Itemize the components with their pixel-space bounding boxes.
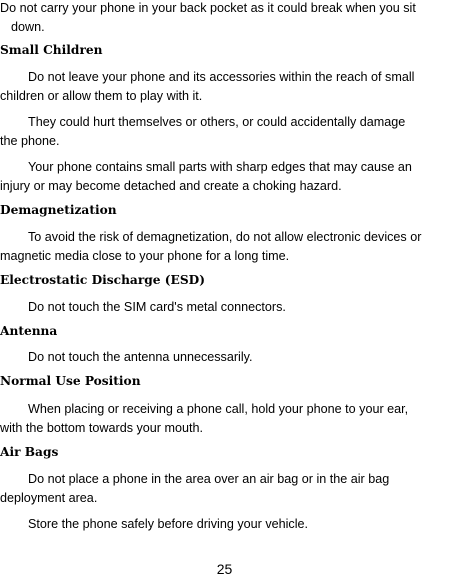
paragraph-line: To avoid the risk of demagnetization, do not allow electronic devices or [28,230,422,244]
paragraph-line: When placing or receiving a phone call, hold your phone to your ear, [28,402,409,416]
paragraph-line: Do not place a phone in the area over an air bag or in the air bag [28,472,390,486]
paragraph-line: Do not touch the antenna unnecessarily. [28,350,253,364]
paragraph-line: children or allow them to play with it. [0,89,203,103]
paragraph-line: They could hurt themselves or others, or could accidentally damage [28,115,406,129]
section-heading-normal-use-position: Normal Use Position [0,374,141,388]
section-heading-esd: Electrostatic Discharge (ESD) [0,273,205,287]
paragraph-line: magnetic media close to your phone for a long time. [0,249,290,263]
paragraph-line: with the bottom towards your mouth. [0,421,203,435]
paragraph-line: deployment area. [0,491,98,505]
section-heading-antenna: Antenna [0,324,58,338]
paragraph-line: Do not carry your phone in your back pocket as it could break when you sit [0,1,416,15]
section-heading-air-bags: Air Bags [0,445,59,459]
paragraph-line: Do not leave your phone and its accessories within the reach of small [28,70,415,84]
paragraph-line: the phone. [0,134,60,148]
paragraph-line: Do not touch the SIM card's metal connectors. [28,300,286,314]
paragraph-line: Store the phone safely before driving your vehicle. [28,517,309,531]
page-number: 25 [216,561,233,577]
paragraph-line: down. [11,20,45,34]
paragraph-line: injury or may become detached and create a choking hazard. [0,179,342,193]
section-heading-demagnetization: Demagnetization [0,203,117,217]
paragraph-line: Your phone contains small parts with sharp edges that may cause an [28,160,412,174]
section-heading-small-children: Small Children [0,43,103,57]
